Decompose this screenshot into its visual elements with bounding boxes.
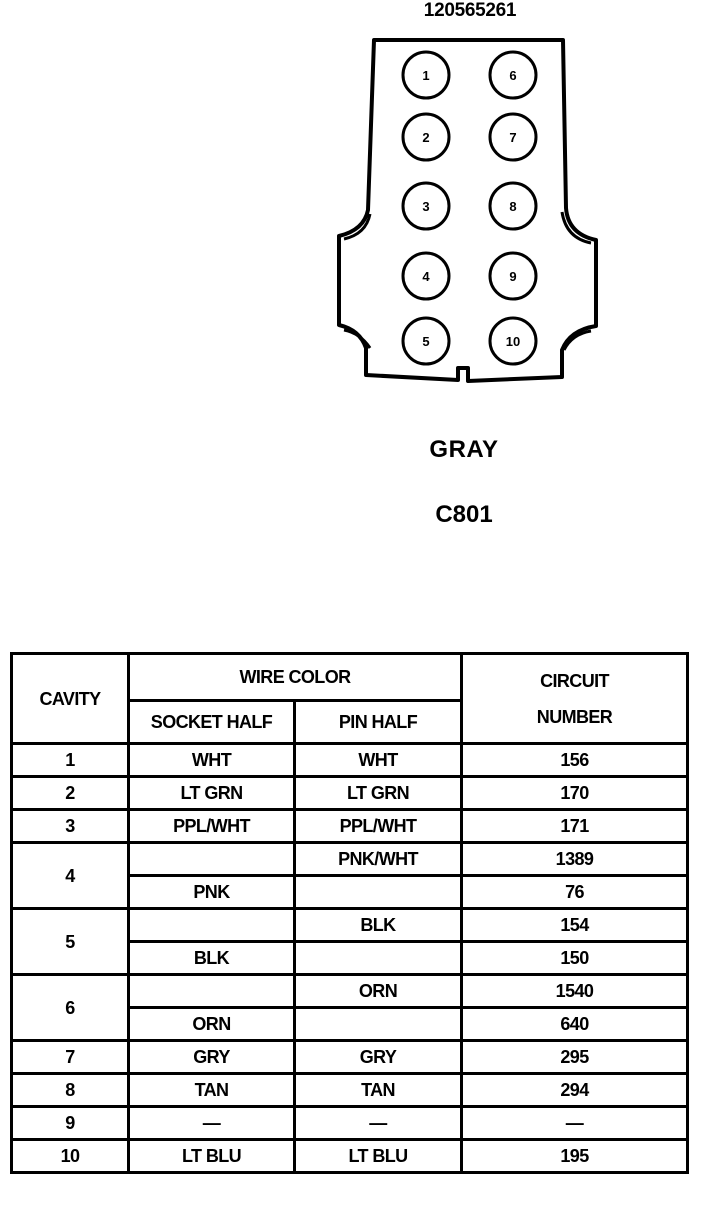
pin-number-4: 4 xyxy=(422,269,430,284)
circuit-number-cell: 76 xyxy=(462,876,688,909)
table-row xyxy=(12,909,688,942)
socket-half-cell: — xyxy=(129,1107,295,1140)
socket-half-cell: BLK xyxy=(129,942,295,975)
cavity-cell: 9 xyxy=(12,1107,129,1140)
socket-half-cell xyxy=(129,909,295,942)
connector-face-diagram xyxy=(330,28,600,388)
circuit-number-cell: 156 xyxy=(462,744,688,777)
socket-half-cell: WHT xyxy=(129,744,295,777)
circuit-number-cell: 171 xyxy=(462,810,688,843)
table-row xyxy=(12,1074,688,1107)
cavity-cell: 7 xyxy=(12,1041,129,1074)
connector-outline xyxy=(339,40,596,381)
circuit-number-cell: 150 xyxy=(462,942,688,975)
pin-half-cell: TAN xyxy=(295,1074,462,1107)
pin-half-cell xyxy=(295,942,462,975)
cavity-cell: 1 xyxy=(12,744,129,777)
pin-half-cell xyxy=(295,1008,462,1041)
cavity-cell: 6 xyxy=(12,975,129,1041)
pin-number-9: 9 xyxy=(509,269,517,284)
header-cavity: CAVITY xyxy=(12,654,129,744)
pin-half-cell: WHT xyxy=(295,744,462,777)
pin-number-1: 1 xyxy=(422,68,430,83)
socket-half-cell: LT GRN xyxy=(129,777,295,810)
table-row xyxy=(12,843,688,876)
pin-number-10: 10 xyxy=(505,334,521,349)
pin-half-cell: GRY xyxy=(295,1041,462,1074)
pin-half-cell: LT GRN xyxy=(295,777,462,810)
cavity-cell: 2 xyxy=(12,777,129,810)
connector-color-label: GRAY xyxy=(429,436,499,463)
pin-half-cell: PPL/WHT xyxy=(295,810,462,843)
socket-half-cell: PPL/WHT xyxy=(129,810,295,843)
table-row xyxy=(12,1107,688,1140)
cavity-cell: 10 xyxy=(12,1140,129,1173)
circuit-number-cell: 1540 xyxy=(462,975,688,1008)
circuit-number-cell: 295 xyxy=(462,1041,688,1074)
circuit-number-cell: 294 xyxy=(462,1074,688,1107)
pin-half-cell: — xyxy=(295,1107,462,1140)
header-circuit-line2: NUMBER xyxy=(536,706,613,727)
table-row xyxy=(12,744,688,777)
pin-half-cell xyxy=(295,876,462,909)
socket-half-cell: TAN xyxy=(129,1074,295,1107)
table-row xyxy=(12,1140,688,1173)
table-row xyxy=(12,1041,688,1074)
pin-half-cell: LT BLU xyxy=(295,1140,462,1173)
table-row xyxy=(12,810,688,843)
circuit-number-cell: 170 xyxy=(462,777,688,810)
cavity-table-body xyxy=(12,744,688,1173)
pin-half-cell: ORN xyxy=(295,975,462,1008)
connector-part-number: 120565261 xyxy=(423,0,517,21)
header-socket-half: SOCKET HALF xyxy=(129,701,295,744)
circuit-number-cell: 195 xyxy=(462,1140,688,1173)
cavity-cell: 5 xyxy=(12,909,129,975)
socket-half-cell: PNK xyxy=(129,876,295,909)
header-circuit-line1: CIRCUIT xyxy=(540,670,609,691)
cavity-cell: 3 xyxy=(12,810,129,843)
socket-half-cell: LT BLU xyxy=(129,1140,295,1173)
socket-half-cell xyxy=(129,843,295,876)
circuit-number-cell: — xyxy=(462,1107,688,1140)
header-pin-half: PIN HALF xyxy=(295,701,462,744)
connector-id-label: C801 xyxy=(435,501,493,528)
pin-half-cell: BLK xyxy=(295,909,462,942)
pin-number-6: 6 xyxy=(509,68,517,83)
pin-number-2: 2 xyxy=(422,130,430,145)
pin-number-5: 5 xyxy=(422,334,430,349)
circuit-number-cell: 154 xyxy=(462,909,688,942)
circuit-number-cell: 640 xyxy=(462,1008,688,1041)
pin-number-8: 8 xyxy=(509,199,517,214)
pin-half-cell: PNK/WHT xyxy=(295,843,462,876)
header-circuit-number xyxy=(462,654,688,744)
header-wire-color: WIRE COLOR xyxy=(129,654,462,701)
socket-half-cell: ORN xyxy=(129,1008,295,1041)
socket-half-cell xyxy=(129,975,295,1008)
cavity-table xyxy=(10,652,689,1174)
circuit-number-cell: 1389 xyxy=(462,843,688,876)
table-row xyxy=(12,975,688,1008)
table-row xyxy=(12,777,688,810)
pin-number-7: 7 xyxy=(509,130,517,145)
cavity-cell: 8 xyxy=(12,1074,129,1107)
socket-half-cell: GRY xyxy=(129,1041,295,1074)
pin-number-3: 3 xyxy=(422,199,430,214)
cavity-cell: 4 xyxy=(12,843,129,909)
